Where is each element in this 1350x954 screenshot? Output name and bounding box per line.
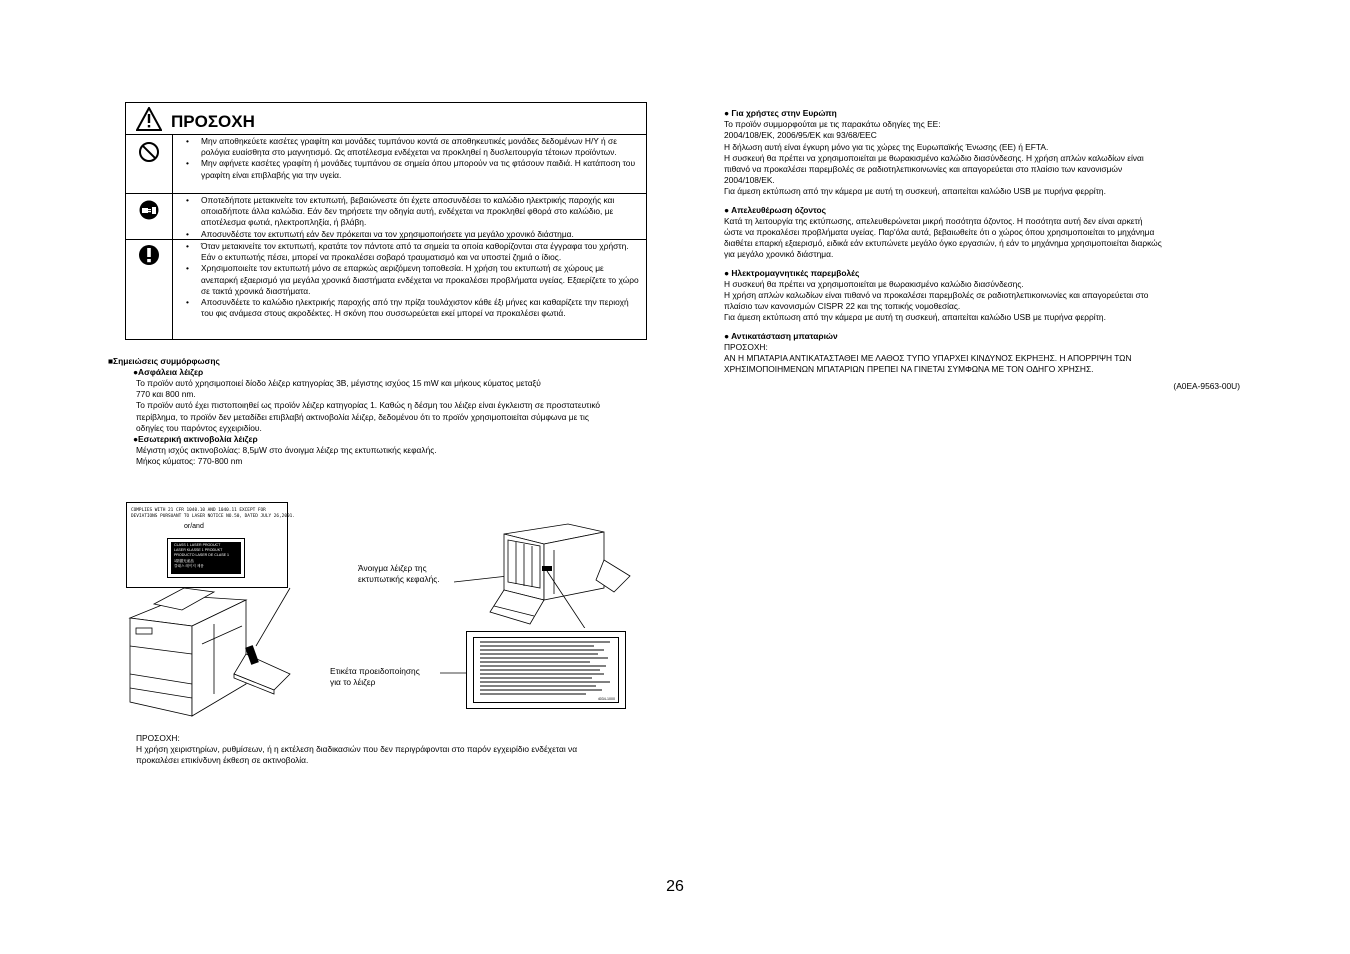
caution-list bbox=[172, 136, 642, 181]
label-text: LASER KLASSE 1 PRODUKT bbox=[174, 548, 223, 553]
laser-safety-heading: ●Ασφάλεια λέιζερ bbox=[133, 367, 204, 377]
label-text: 1類激光產品 bbox=[174, 558, 194, 563]
text-line: Η δήλωση αυτή είναι έγκυρη μόνο για τις χώρες της Ευρωπαϊκής Ένωσης (ΕΕ) ή EFTA. bbox=[724, 141, 1049, 152]
text-line: Η συσκευή θα πρέπει να χρησιμοποιείται με θωρακισμένο καλώδιο διασύνδεσης. Η χρήση απλών καλωδίων είναι bbox=[724, 152, 1144, 163]
text-line: ΧΡΗΣΙΜΟΠΟΙΗΜΕΝΩΝ ΜΠΑΤΑΡΙΩΝ ΠΡΕΠΕΙ ΝΑ ΓΙΝΕΤΑΙ ΣΥΜΦΩΝΑ ΜΕ ΤΟΝ ΟΔΗΓΟ ΧΡΗΣΗΣ. bbox=[724, 364, 1094, 375]
text-line: πλαίσιο των κανονισμών CISPR 22 και της τοπικής νομοθεσίας. bbox=[724, 301, 961, 312]
text-line: ΠΡΟΣΟΧΗ: bbox=[724, 341, 768, 352]
text-line: Το προϊόν αυτό χρησιμοποιεί δίοδο λέιζερ κατηγορίας 3B, μέγιστης ισχύος 15 mW και μήκους κύματος μεταξύ bbox=[136, 378, 541, 388]
text-line: Η χρήση απλών καλωδίων είναι πιθανό να προκαλέσει παρεμβολές σε ραδιοτηλεπικοινωνίες και απαγορεύεται στο bbox=[724, 290, 1149, 301]
europe-section bbox=[724, 108, 1244, 198]
caution-footer-title: ΠΡΟΣΟΧΗ: bbox=[136, 733, 180, 743]
internal-radiation-heading: ●Εσωτερική ακτινοβολία λέιζερ bbox=[133, 434, 258, 444]
page-number: 26 bbox=[666, 878, 684, 895]
text-line: Η χρήση χειριστηρίων, ρυθμίσεων, ή η εκτέλεση διαδικασιών που δεν περιγράφονται στο παρόν εγχειρίδιο ενδέχεται να bbox=[136, 744, 578, 755]
laser-figure bbox=[124, 500, 644, 722]
callout-text: Άνοιγμα λέιζερ της bbox=[358, 563, 427, 573]
text-line: Μέγιστη ισχύς ακτινοβολίας: 8,5μW στο άνοιγμα λέιζερ της εκτυπωτικής κεφαλής. bbox=[136, 445, 437, 455]
internal-radiation-text bbox=[136, 445, 696, 467]
text-line: διαθέτει επαρκή εξαερισμό, ειδικά εάν εκτυπώνετε μεγάλο όγκο εργασιών, ή εάν το μηχάνημα χρησιμοποιείται διαρκώς bbox=[724, 238, 1162, 249]
text-line: Το προϊόν αυτό έχει πιστοποιηθεί ως προϊόν λέιζερ κατηγορίας 1. Καθώς η δέσμη του λέιζερ είναι έγκλειστη σε προστατευτικό bbox=[136, 400, 601, 411]
caution-footer bbox=[136, 733, 696, 767]
list-item: • Μην αποθηκεύετε κασέτες γραφίτη και μονάδες τυμπάνου κοντά σε αποθηκευτικές μονάδες δεδομένων Η/Υ ή σε ρολόγια ευαίσθητα στο μαγνητισμό. Ως αποτέλεσμα ενδέχεται να προκληθεί η δυσλειτουργία τέτοιων προϊόντων. bbox=[172, 136, 642, 158]
caution-header bbox=[126, 103, 646, 135]
text-line: οδηγίες του παρόντος εγχειριδίου. bbox=[136, 422, 262, 433]
caution-list bbox=[172, 195, 642, 240]
section-heading: ● Ηλεκτρομαγνητικές παρεμβολές bbox=[724, 267, 860, 278]
text-line: Για άμεση εκτύπωση από την κάμερα με αυτή τη συσκευή, απαιτείται καλώδιο USB με πυρήνα φερρίτη. bbox=[724, 312, 1106, 323]
text-line: Κατά τη λειτουργία της εκτύπωσης, απελευθερώνεται μικρή ποσότητα όζοντος. Η ποσότητα αυτή δεν είναι αρκετή bbox=[724, 215, 1143, 226]
text-line: Η συσκευή θα πρέπει να χρησιμοποιείται με θωρακισμένο καλώδιο διασύνδεσης. bbox=[724, 278, 1024, 289]
list-item: • Αποσυνδέετε το καλώδιο ηλεκτρικής παροχής από την πρίζα τουλάχιστον κάθε έξι μήνες και καθαρίζετε την περιοχή του φις ανάμεσα στους ακροδέκτες. Η σκόνη που συσσωρεύεται εκεί μπορεί να προκαλέσει φωτιά. bbox=[172, 297, 642, 319]
section-heading: ● Απελευθέρωση όζοντος bbox=[724, 204, 826, 215]
callout-text: Ετικέτα προειδοποίησης bbox=[330, 666, 420, 676]
text-line: για μεγάλο χρονικό διάστημα. bbox=[724, 249, 834, 260]
ozone-section bbox=[724, 205, 1244, 261]
caution-box bbox=[125, 102, 647, 340]
caution-list bbox=[172, 241, 642, 319]
text-line: προκαλέσει επικίνδυνη έκθεση σε ακτινοβολία. bbox=[136, 755, 309, 766]
list-item: • Αποσυνδέστε τον εκτυπωτή εάν δεν πρόκειται να τον χρησιμοποιήσετε για μεγάλο χρονικό διάστημα. bbox=[172, 229, 642, 240]
list-item: • Όταν μετακινείτε τον εκτυπωτή, κρατάτε τον πάντοτε από τα σημεία τα οποία καθορίζονται στα έγγραφα του χρήστη. Εάν ο εκτυπωτής πέσει, μπορεί να προκαλέσει σοβαρό τραυματισμό και να υποστεί ζημιά ο ίδιος. bbox=[172, 241, 642, 263]
text-line: ΑΝ Η ΜΠΑΤΑΡΙΑ ΑΝΤΙΚΑΤΑΣΤΑΘΕΙ ΜΕ ΛΑΘΟΣ ΤΥΠΟ ΥΠΑΡΧΕΙ ΚΙΝΔΥΝΟΣ ΕΚΡΗΞΗΣ. Η ΑΠΟΡΡΙΨΗ ΤΩΝ bbox=[724, 353, 1132, 364]
callout-text: για το λέιζερ bbox=[330, 677, 376, 688]
document-code: (A0EA-9563-00U) bbox=[1173, 381, 1240, 391]
text-line: 2004/108/ΕΚ. bbox=[724, 175, 775, 186]
label-text: 클래스 레이저 제품 bbox=[174, 563, 204, 568]
compliance-label bbox=[126, 502, 295, 588]
caution-row-handling bbox=[126, 240, 646, 339]
battery-section bbox=[724, 331, 1244, 376]
section-heading: ● Αντικατάσταση μπαταριών bbox=[724, 330, 838, 341]
text-line: 2004/108/ΕΚ, 2006/95/ΕΚ και 93/68/EEC bbox=[724, 130, 877, 141]
list-item: • Μην αφήνετε κασέτες γραφίτη ή μονάδες τυμπάνου σε σημεία όπου μπορούν να τις φτάσουν παιδιά. Η κατάποση του γραφίτη είναι επιβλαβής για την υγεία. bbox=[172, 158, 642, 180]
text-line: Μήκος κύματος: 770-800 nm bbox=[136, 456, 243, 467]
class1-label bbox=[167, 538, 245, 578]
laser-warning-label bbox=[466, 631, 626, 709]
warning-label-text-graphic bbox=[474, 638, 618, 702]
unplug-icon bbox=[139, 200, 159, 220]
label-text: CLASS 1 LASER PRODUCT bbox=[174, 543, 221, 547]
laser-safety-text bbox=[136, 378, 696, 434]
caution-title: ΠΡΟΣΟΧΗ bbox=[171, 112, 255, 131]
list-item: • Οποτεδήποτε μετακινείτε τον εκτυπωτή, βεβαιώνεστε ότι έχετε αποσυνδέσει το καλώδιο ηλεκτρικής παροχής και οποιαδήποτε άλλα καλώδια. Εάν δεν τηρήσετε την οδηγία αυτή, ενδέχεται να προκληθεί φθορά στο καλώδιο, με αποτέλεσμα φωτιά, ηλεκτροπληξία, ή βλάβη. bbox=[172, 195, 642, 229]
right-column bbox=[724, 108, 1244, 382]
prohibition-icon bbox=[138, 141, 160, 163]
label-text: DEVIATIONS PURSUANT TO LASER NOTICE NO.50, DATED JULY 26,2001. bbox=[131, 514, 295, 519]
label-text: COMPLIES WITH 21 CFR 1040.10 AND 1040.11 EXCEPT FOR bbox=[131, 508, 266, 513]
compliance-heading: ■Σημειώσεις συμμόρφωσης bbox=[108, 356, 220, 366]
text-line: περίβλημα, το προϊόν δεν μεταδίδει επιβλαβή ακτινοβολία λέιζερ, δεδομένου ότι το προϊόν χρησιμοποιείται σύμφωνα με τις bbox=[136, 411, 589, 422]
printer-open-illustration bbox=[484, 520, 634, 628]
text-line: Το προϊόν συμμορφούται με τις παρακάτω οδηγίες της ΕΕ: bbox=[724, 119, 941, 130]
or-and-text: or/and bbox=[184, 523, 204, 530]
printer-front-illustration bbox=[124, 584, 294, 720]
text-line: Για άμεση εκτύπωση από την κάμερα με αυτή τη συσκευή, απαιτείται καλώδιο USB με πυρήνα φερρίτη. bbox=[724, 186, 1106, 197]
section-heading: ● Για χρήστες στην Ευρώπη bbox=[724, 108, 837, 118]
caution-row-unplug bbox=[126, 194, 646, 240]
mandatory-icon bbox=[138, 244, 160, 266]
text-line: ώστε να προκαλέσει προβλήματα υγείας. Παρ'όλα αυτά, βεβαιωθείτε ότι ο χώρος όπου χρησιμοποιείται το μηχάνημα bbox=[724, 227, 1155, 238]
list-item: • Χρησιμοποιείτε τον εκτυπωτή μόνο σε επαρκώς αεριζόμενη τοποθεσία. Η χρήση του εκτυπωτή σε χώρους με ανεπαρκή εξαερισμό για μεγάλα χρονικά διαστήματα ενδέχεται να προκαλέσει προβλήματα υγείας. Εξαερίζετε το χώρο σε τακτά χρονικά διαστήματα. bbox=[172, 263, 642, 297]
callout-text: εκτυπωτικής κεφαλής. bbox=[358, 574, 440, 585]
text-line: 770 και 800 nm. bbox=[136, 389, 196, 400]
label-code: 4034-1000 bbox=[597, 697, 615, 701]
emi-section bbox=[724, 268, 1244, 324]
callout-warning-label bbox=[330, 666, 450, 688]
label-text: PRODUCTO LASER DE CLASE 1 bbox=[174, 553, 230, 558]
caution-row-storage bbox=[126, 135, 646, 194]
text-line: πιθανό να προκαλέσει παρεμβολές σε ραδιοτηλεπικοινωνίες και απαγορεύεται στο πλαίσιο των κανονισμών bbox=[724, 164, 1123, 175]
warning-triangle-icon bbox=[136, 107, 162, 131]
